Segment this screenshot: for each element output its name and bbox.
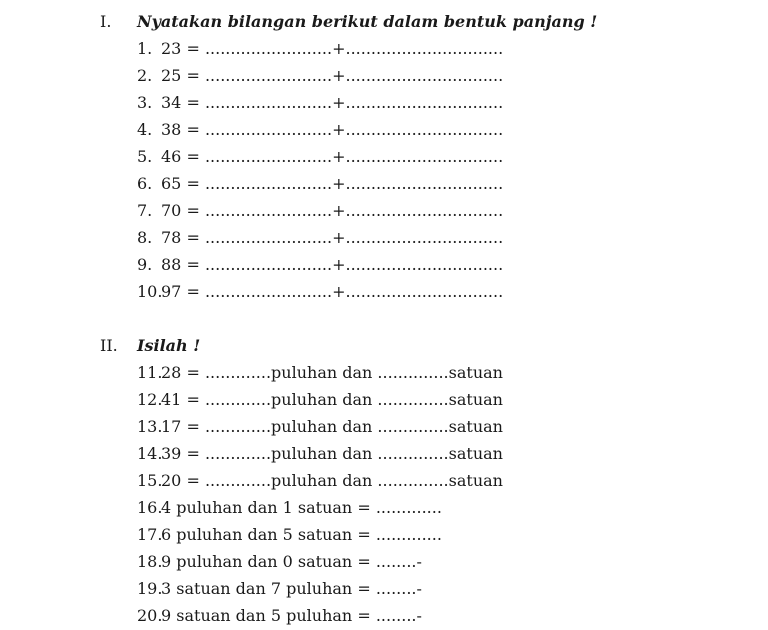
worksheet-item	[137, 224, 768, 251]
item-text: 28 = .............puluhan dan ..............satuan	[161, 363, 503, 382]
worksheet-item	[137, 116, 768, 143]
section-fill-in	[0, 332, 768, 629]
worksheet-item	[137, 359, 768, 386]
worksheet-item	[137, 413, 768, 440]
item-text: 4 puluhan dan 1 satuan = .............	[161, 498, 442, 517]
item-number: 13.	[137, 417, 163, 436]
item-text: 25 = .........................+...............................	[161, 66, 504, 85]
item-text: 46 = .........................+...............................	[161, 147, 504, 166]
item-text: 65 = .........................+...............................	[161, 174, 504, 193]
item-number: 8.	[137, 228, 153, 247]
worksheet-item	[137, 602, 768, 629]
item-number: 19.	[137, 579, 163, 598]
section-title: Nyatakan bilangan berikut dalam bentuk panjang !	[137, 12, 598, 31]
item-number: 9.	[137, 255, 153, 274]
item-text: 39 = .............puluhan dan ..............satuan	[161, 444, 503, 463]
item-number: 6.	[137, 174, 153, 193]
item-number: 1.	[137, 39, 153, 58]
item-text: 17 = .............puluhan dan ..............satuan	[161, 417, 503, 436]
item-number: 5.	[137, 147, 153, 166]
worksheet-item	[137, 170, 768, 197]
item-number: 4.	[137, 120, 153, 139]
section-label: II.	[100, 336, 118, 355]
item-number: 14.	[137, 444, 163, 463]
item-text: 41 = .............puluhan dan ..............satuan	[161, 390, 503, 409]
worksheet-item	[137, 494, 768, 521]
worksheet-item	[137, 89, 768, 116]
item-number: 15.	[137, 471, 163, 490]
worksheet-item	[137, 197, 768, 224]
item-text: 38 = .........................+...............................	[161, 120, 504, 139]
item-text: 23 = .........................+...............................	[161, 39, 504, 58]
item-text: 6 puluhan dan 5 satuan = .............	[161, 525, 442, 544]
worksheet-item	[137, 143, 768, 170]
item-text: 88 = .........................+...............................	[161, 255, 504, 274]
worksheet-item	[137, 278, 768, 305]
item-text: 9 satuan dan 5 puluhan = ........-	[161, 606, 422, 625]
worksheet-item	[137, 440, 768, 467]
item-text: 34 = .........................+...............................	[161, 93, 504, 112]
worksheet-item	[137, 62, 768, 89]
worksheet-item	[137, 251, 768, 278]
item-number: 2.	[137, 66, 153, 85]
worksheet-item	[137, 467, 768, 494]
item-text: 9 puluhan dan 0 satuan = ........-	[161, 552, 422, 571]
item-text: 20 = .............puluhan dan ..............satuan	[161, 471, 503, 490]
item-number: 7.	[137, 201, 153, 220]
section-header	[100, 8, 768, 35]
item-text: 97 = .........................+...............................	[161, 282, 504, 301]
worksheet-item	[137, 521, 768, 548]
worksheet-item	[137, 575, 768, 602]
item-number: 11.	[137, 363, 163, 382]
item-number: 12.	[137, 390, 163, 409]
item-number: 10.	[137, 282, 163, 301]
section-title: Isilah !	[137, 336, 201, 355]
item-number: 16.	[137, 498, 163, 517]
item-number: 17.	[137, 525, 163, 544]
item-text: 78 = .........................+...............................	[161, 228, 504, 247]
item-number: 18.	[137, 552, 163, 571]
item-text: 3 satuan dan 7 puluhan = ........-	[161, 579, 422, 598]
section-header	[100, 332, 768, 359]
item-text: 70 = .........................+...............................	[161, 201, 504, 220]
section-expand-numbers	[0, 8, 768, 305]
worksheet-item	[137, 35, 768, 62]
item-number: 20.	[137, 606, 163, 625]
item-number: 3.	[137, 93, 153, 112]
section-label: I.	[100, 12, 112, 31]
worksheet-item	[137, 386, 768, 413]
worksheet-item	[137, 548, 768, 575]
